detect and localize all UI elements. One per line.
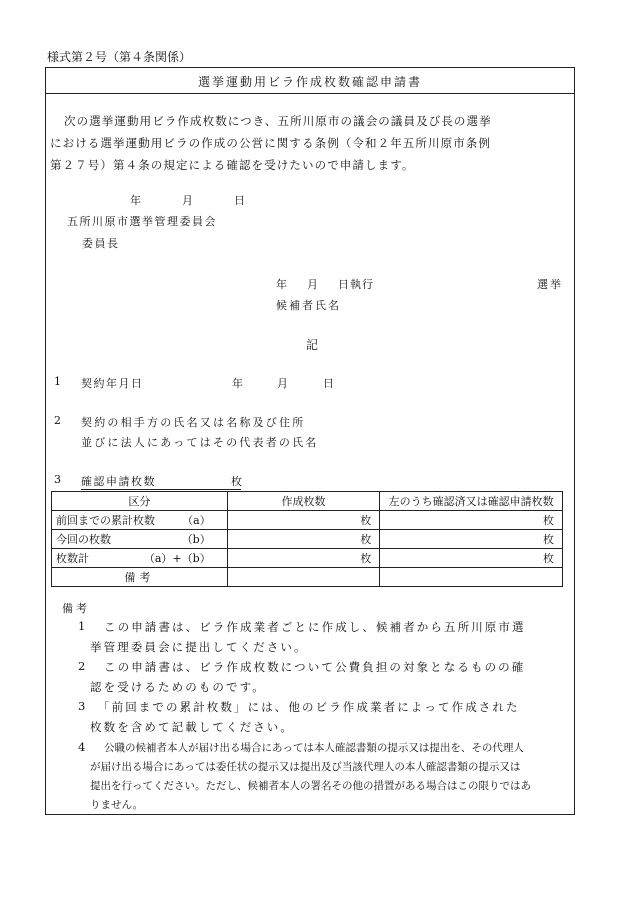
- table-row: [52, 530, 563, 549]
- cell-confirmed[interactable]: 枚: [380, 549, 563, 568]
- item1-year: 年: [232, 377, 243, 390]
- application-month: 月: [182, 194, 193, 207]
- candidate-name-label: 候補者氏名: [276, 299, 341, 312]
- cell-created[interactable]: [227, 568, 380, 587]
- note-1-line: 挙管理委員会に提出してください。: [90, 640, 308, 654]
- note-3-line: 「前回までの累計枚数」には、他のビラ作成業者によって作成された: [98, 700, 520, 714]
- addressee-org: 五所川原市選挙管理委員会: [67, 215, 217, 228]
- note-3-number: 3: [78, 699, 86, 713]
- cell-created[interactable]: 枚: [227, 511, 380, 530]
- application-year: 年: [130, 194, 141, 207]
- note-3-line: 枚数を含めて記載してください。: [90, 720, 294, 734]
- intro-line: 次の選挙運動用ビラ作成枚数につき、五所川原市の議会の議員及び長の選挙: [64, 114, 492, 128]
- item1-label: 契約年月日: [81, 377, 144, 390]
- header-confirmed-count: 左のうち確認済又は確認申請枚数: [380, 492, 563, 511]
- item1-number: 1: [54, 375, 61, 388]
- row-label: 今回の枚数: [56, 533, 111, 546]
- intro-line: における選挙運動用ビラの作成の公営に関する条例（令和２年五所川原市条例: [50, 136, 491, 150]
- table-header-row: [52, 492, 563, 511]
- title-divider: [45, 93, 575, 94]
- item1-day: 日: [323, 377, 334, 390]
- item2-line1: 契約の相手方の氏名又は名称及び住所: [81, 416, 306, 429]
- note-2-number: 2: [78, 659, 86, 673]
- item3-number: 3: [54, 473, 61, 486]
- note-2-line: 認を受けるためのものです。: [90, 680, 266, 694]
- election-day: 日執行: [338, 278, 374, 291]
- note-4-line: が届け出る場合にあっては委任状の提示又は提出及び当該代理人の本人確認書類の提示又は: [90, 761, 521, 773]
- election-month: 月: [307, 278, 318, 291]
- row-sub: （b）: [181, 533, 211, 546]
- header-created-count: 作成枚数: [227, 492, 380, 511]
- item3-label: 確認申請枚数: [81, 473, 241, 490]
- cell-created[interactable]: 枚: [227, 549, 380, 568]
- cell-confirmed[interactable]: 枚: [380, 530, 563, 549]
- addressee-title: 委員長: [82, 237, 120, 250]
- note-1-number: 1: [78, 619, 86, 633]
- row-sub: （a）: [182, 514, 211, 527]
- note-4-line: りません。: [90, 799, 144, 811]
- document-title: 選挙運動用ビラ作成枚数確認申請書: [197, 75, 422, 89]
- note-4-line: 提出を行ってください。ただし、候補者本人の署名その他の措置がある場合はこの限りではあ: [90, 780, 531, 792]
- item1-month: 月: [277, 377, 288, 390]
- application-day: 日: [234, 194, 245, 207]
- row-label: 前回までの累計枚数: [56, 514, 155, 527]
- item3-unit: 枚: [231, 475, 242, 488]
- election-suffix: 選挙: [537, 278, 563, 291]
- table-row: [52, 549, 563, 568]
- row-sub: （a）+（b）: [143, 552, 211, 565]
- note-4-line: 公職の候補者本人が届け出る場合にあっては本人確認書類の提示又は提出を、その代理人: [104, 742, 524, 754]
- intro-paragraph: [50, 113, 570, 173]
- table-row: [52, 511, 563, 530]
- intro-line: 第２７号）第４条の規定による確認を受けたいので申請します。: [50, 158, 415, 172]
- note-1-line: この申請書は、ビラ作成業者ごとに作成し、候補者から五所川原市選: [104, 620, 526, 634]
- election-year: 年: [276, 278, 287, 291]
- notes-heading: 備考: [62, 602, 90, 615]
- cell-created[interactable]: 枚: [227, 530, 380, 549]
- ki-heading: 記: [306, 338, 319, 352]
- item2-line2: 並びに法人にあってはその代表者の氏名: [81, 436, 319, 449]
- row-label: 枚数計: [56, 552, 89, 565]
- cell-confirmed[interactable]: [380, 568, 563, 587]
- count-table: [51, 491, 563, 587]
- note-2-line: この申請書は、ビラ作成枚数について公費負担の対象となるものの確: [104, 660, 526, 674]
- table-row: [52, 568, 563, 587]
- form-number-label: 様式第２号（第４条関係）: [47, 50, 192, 64]
- note-4-number: 4: [78, 740, 86, 754]
- header-category: 区分: [52, 492, 228, 511]
- cell-confirmed[interactable]: 枚: [380, 511, 563, 530]
- item2-number: 2: [54, 414, 61, 427]
- row-label: 備考: [52, 568, 228, 587]
